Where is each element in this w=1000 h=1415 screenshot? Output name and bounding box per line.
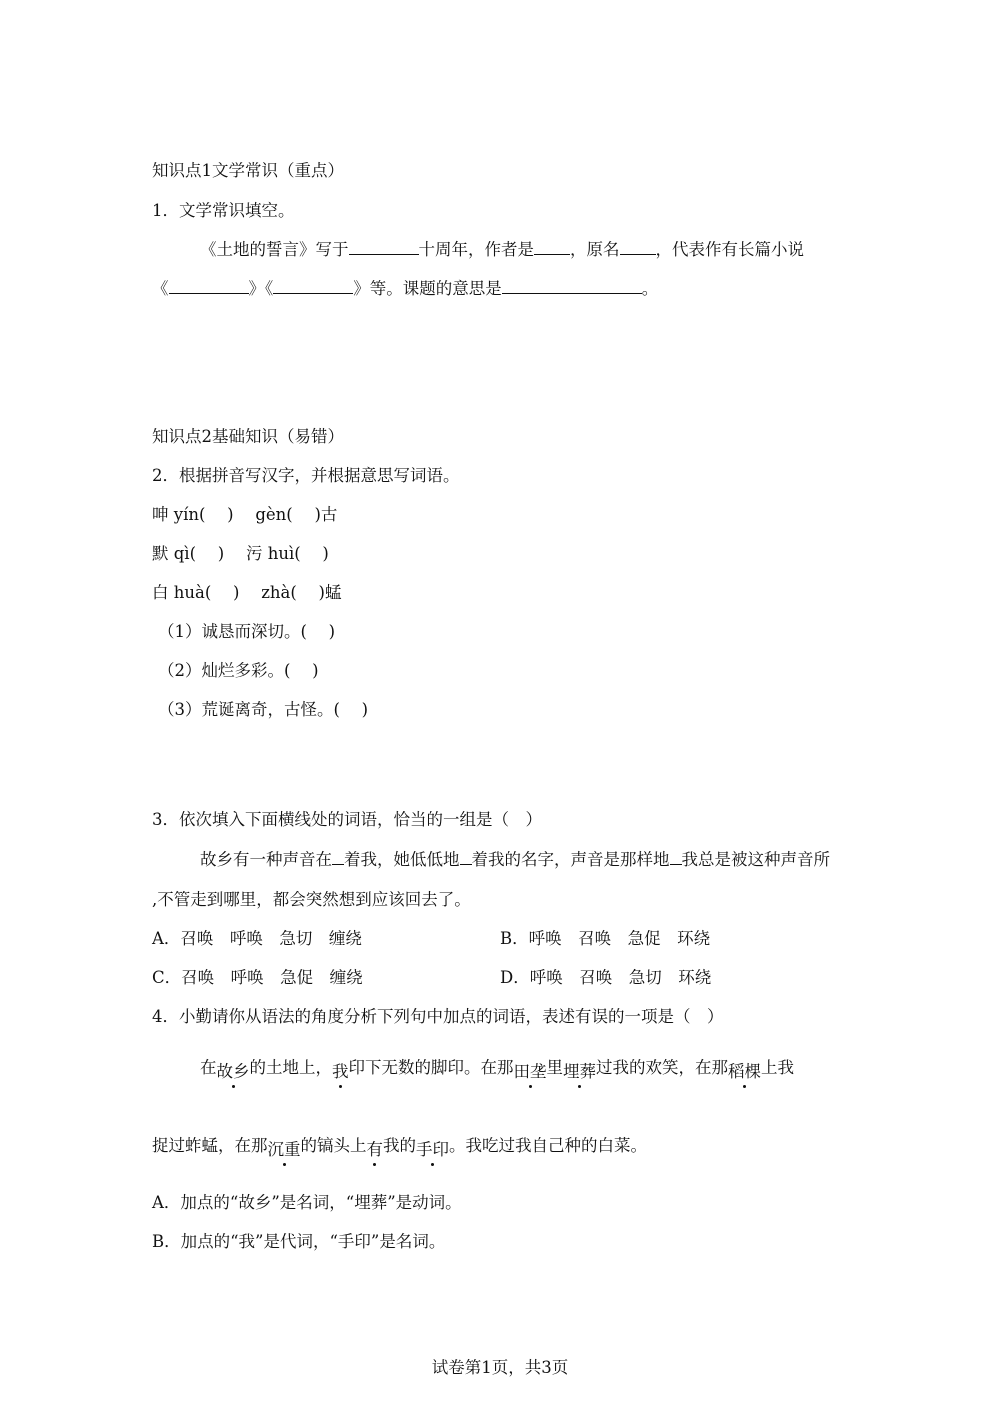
text-fragment: 的土地上， <box>249 1058 332 1077</box>
section-title-2: 知识点2基础知识（易错） <box>152 427 344 446</box>
text-fragment: 我的 <box>383 1136 416 1155</box>
section-title-1: 知识点1文学常识（重点） <box>152 161 344 180</box>
text-fragment: 捉过蚱蜢，在那 <box>152 1136 268 1155</box>
text-fragment: ，代表作有长篇小说 <box>655 240 804 259</box>
question-3-passage-line-2: ,不管走到哪里，都会突然想到应该回去了。 <box>152 890 471 909</box>
text-fragment: 的镐头上 <box>300 1136 367 1155</box>
option-b[interactable]: B．呼唤 召唤 急促 环绕 <box>500 929 711 948</box>
question-1-stem: 1．文学常识填空。 <box>152 201 295 220</box>
dotted-word: 故乡 <box>216 1062 250 1081</box>
text-fragment: 过我的欢笑，在那 <box>596 1058 728 1077</box>
question-3-passage-line-1 <box>200 849 830 871</box>
answer-blank[interactable] <box>349 239 419 255</box>
answer-blank[interactable] <box>169 278 249 294</box>
text-fragment: 着我，她低低地 <box>344 850 460 869</box>
question-2-stem: 2．根据拼音写汉字，并根据意思写词语。 <box>152 466 460 485</box>
question-4-passage-line-1 <box>200 1057 794 1079</box>
text-fragment: 着我的名字，声音是那样地 <box>471 850 670 869</box>
text-fragment: 在 <box>200 1058 217 1077</box>
page-footer: 试卷第1页，共3页 <box>431 1358 569 1377</box>
text-fragment: 》等。课题的意思是 <box>353 279 502 298</box>
option-b[interactable]: B．加点的“我”是代词，“手印”是名词。 <box>152 1232 446 1251</box>
text-fragment: 。 <box>641 279 659 298</box>
question-4-passage-line-2 <box>152 1135 647 1157</box>
pinyin-row-1: 呻 yín( ) gèn( )古 <box>152 505 338 524</box>
fill-line[interactable] <box>460 849 472 865</box>
option-c[interactable]: C．召唤 呼唤 急促 缠绕 <box>152 968 363 987</box>
dotted-word: 我 <box>332 1062 349 1081</box>
text-fragment: 《 <box>152 279 169 298</box>
meaning-item-3: （3）荒诞离奇，古怪。( ) <box>158 700 369 719</box>
text-fragment: 印下无数的脚印。在那 <box>348 1058 514 1077</box>
dotted-word: 有 <box>366 1140 383 1159</box>
question-4-stem: 4．小勤请你从语法的角度分析下列句中加点的词语，表述有误的一项是（ ） <box>152 1007 724 1026</box>
fill-line[interactable] <box>332 849 344 865</box>
text-fragment: 。我吃过我自己种的白菜。 <box>449 1136 647 1155</box>
text-fragment: 十周年，作者是 <box>418 240 534 259</box>
dotted-word: 手印 <box>416 1140 449 1159</box>
text-fragment: 里 <box>546 1058 563 1077</box>
text-fragment: 《土地的誓言》写于 <box>200 240 349 259</box>
dotted-word: 稻棵 <box>728 1062 761 1081</box>
answer-blank[interactable] <box>620 239 656 255</box>
answer-blank[interactable] <box>502 278 642 294</box>
question-1-line-2 <box>152 278 658 300</box>
question-3-stem: 3．依次填入下面横线处的词语，恰当的一组是（ ） <box>152 810 542 829</box>
meaning-item-1: （1）诚恳而深切。( ) <box>158 622 336 641</box>
text-fragment: 》《 <box>248 279 274 298</box>
text-fragment: ，原名 <box>570 240 620 259</box>
answer-blank[interactable] <box>273 278 353 294</box>
text-fragment: 我总是被这种声音所 <box>681 850 830 869</box>
pinyin-row-2: 默 qì( ) 污 huì( ) <box>152 544 329 563</box>
dotted-word: 田垄 <box>513 1062 547 1081</box>
option-a[interactable]: A．召唤 呼唤 急切 缠绕 <box>152 929 362 948</box>
meaning-item-2: （2）灿烂多彩。( ) <box>158 661 319 680</box>
option-d[interactable]: D．呼唤 召唤 急切 环绕 <box>500 968 712 987</box>
dotted-word: 埋葬 <box>563 1062 596 1081</box>
pinyin-row-3: 白 huà( ) zhà( )蜢 <box>152 583 342 602</box>
question-1-line-1 <box>200 239 804 261</box>
fill-line[interactable] <box>670 849 682 865</box>
text-fragment: 上我 <box>761 1058 794 1077</box>
dotted-word: 沉重 <box>267 1140 301 1159</box>
text-fragment: 故乡有一种声音在 <box>200 850 332 869</box>
option-a[interactable]: A．加点的“故乡”是名词，“埋葬”是动词。 <box>152 1193 462 1212</box>
answer-blank[interactable] <box>534 239 570 255</box>
